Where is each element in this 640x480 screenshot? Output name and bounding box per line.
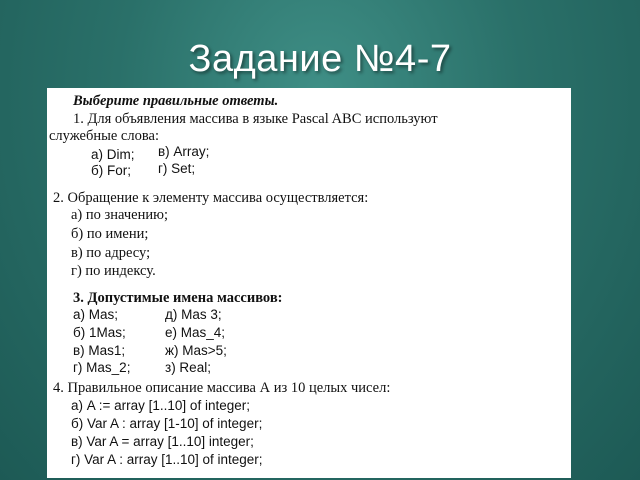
question-2-option-g: г) по индексу. [71, 263, 156, 279]
question-3-option-b: б) 1Mas; [73, 325, 126, 340]
question-4-option-b: б) Var A : array [1-10] of integer; [71, 416, 263, 431]
question-3-option-d: д) Mas 3; [165, 307, 222, 322]
question-3-option-zh: ж) Mas>5; [165, 343, 227, 358]
question-1-line-2: служебные слова: [49, 128, 159, 144]
question-1-line-1: 1. Для объявления массива в языке Pascal ABC используют [73, 111, 438, 127]
question-1-option-b: б) For; [91, 163, 131, 178]
question-3-text: 3. Допустимые имена массивов: [73, 290, 283, 306]
question-2-text: 2. Обращение к элементу массива осуществляется: [53, 190, 369, 206]
scanned-task-sheet [47, 88, 571, 478]
question-4-text: 4. Правильное описание массива А из 10 целых чисел: [53, 380, 391, 396]
question-3-option-e: е) Mas_4; [165, 325, 226, 340]
question-3-option-g: г) Mas_2; [73, 360, 131, 375]
question-2-option-b: б) по имени; [71, 226, 149, 242]
question-2-option-a: а) по значению; [71, 207, 168, 223]
question-1-option-a: а) Dim; [91, 147, 135, 162]
question-4-option-v: в) Var A = array [1..10] integer; [71, 434, 254, 449]
question-3-option-a: а) Mas; [73, 307, 119, 322]
instruction-text: Выберите правильные ответы. [73, 93, 279, 109]
question-1-option-g: г) Set; [158, 161, 196, 176]
question-3-option-v: в) Mas1; [73, 343, 126, 358]
question-4-option-a: а) A := array [1..10] of integer; [71, 398, 250, 413]
slide-title: Задание №4-7 [188, 38, 452, 80]
question-2-option-v: в) по адресу; [71, 245, 151, 261]
question-4-option-g: г) Var A : array [1..10] of integer; [71, 452, 263, 467]
question-3-option-z: з) Real; [165, 360, 211, 375]
question-1-option-v: в) Array; [158, 144, 210, 159]
